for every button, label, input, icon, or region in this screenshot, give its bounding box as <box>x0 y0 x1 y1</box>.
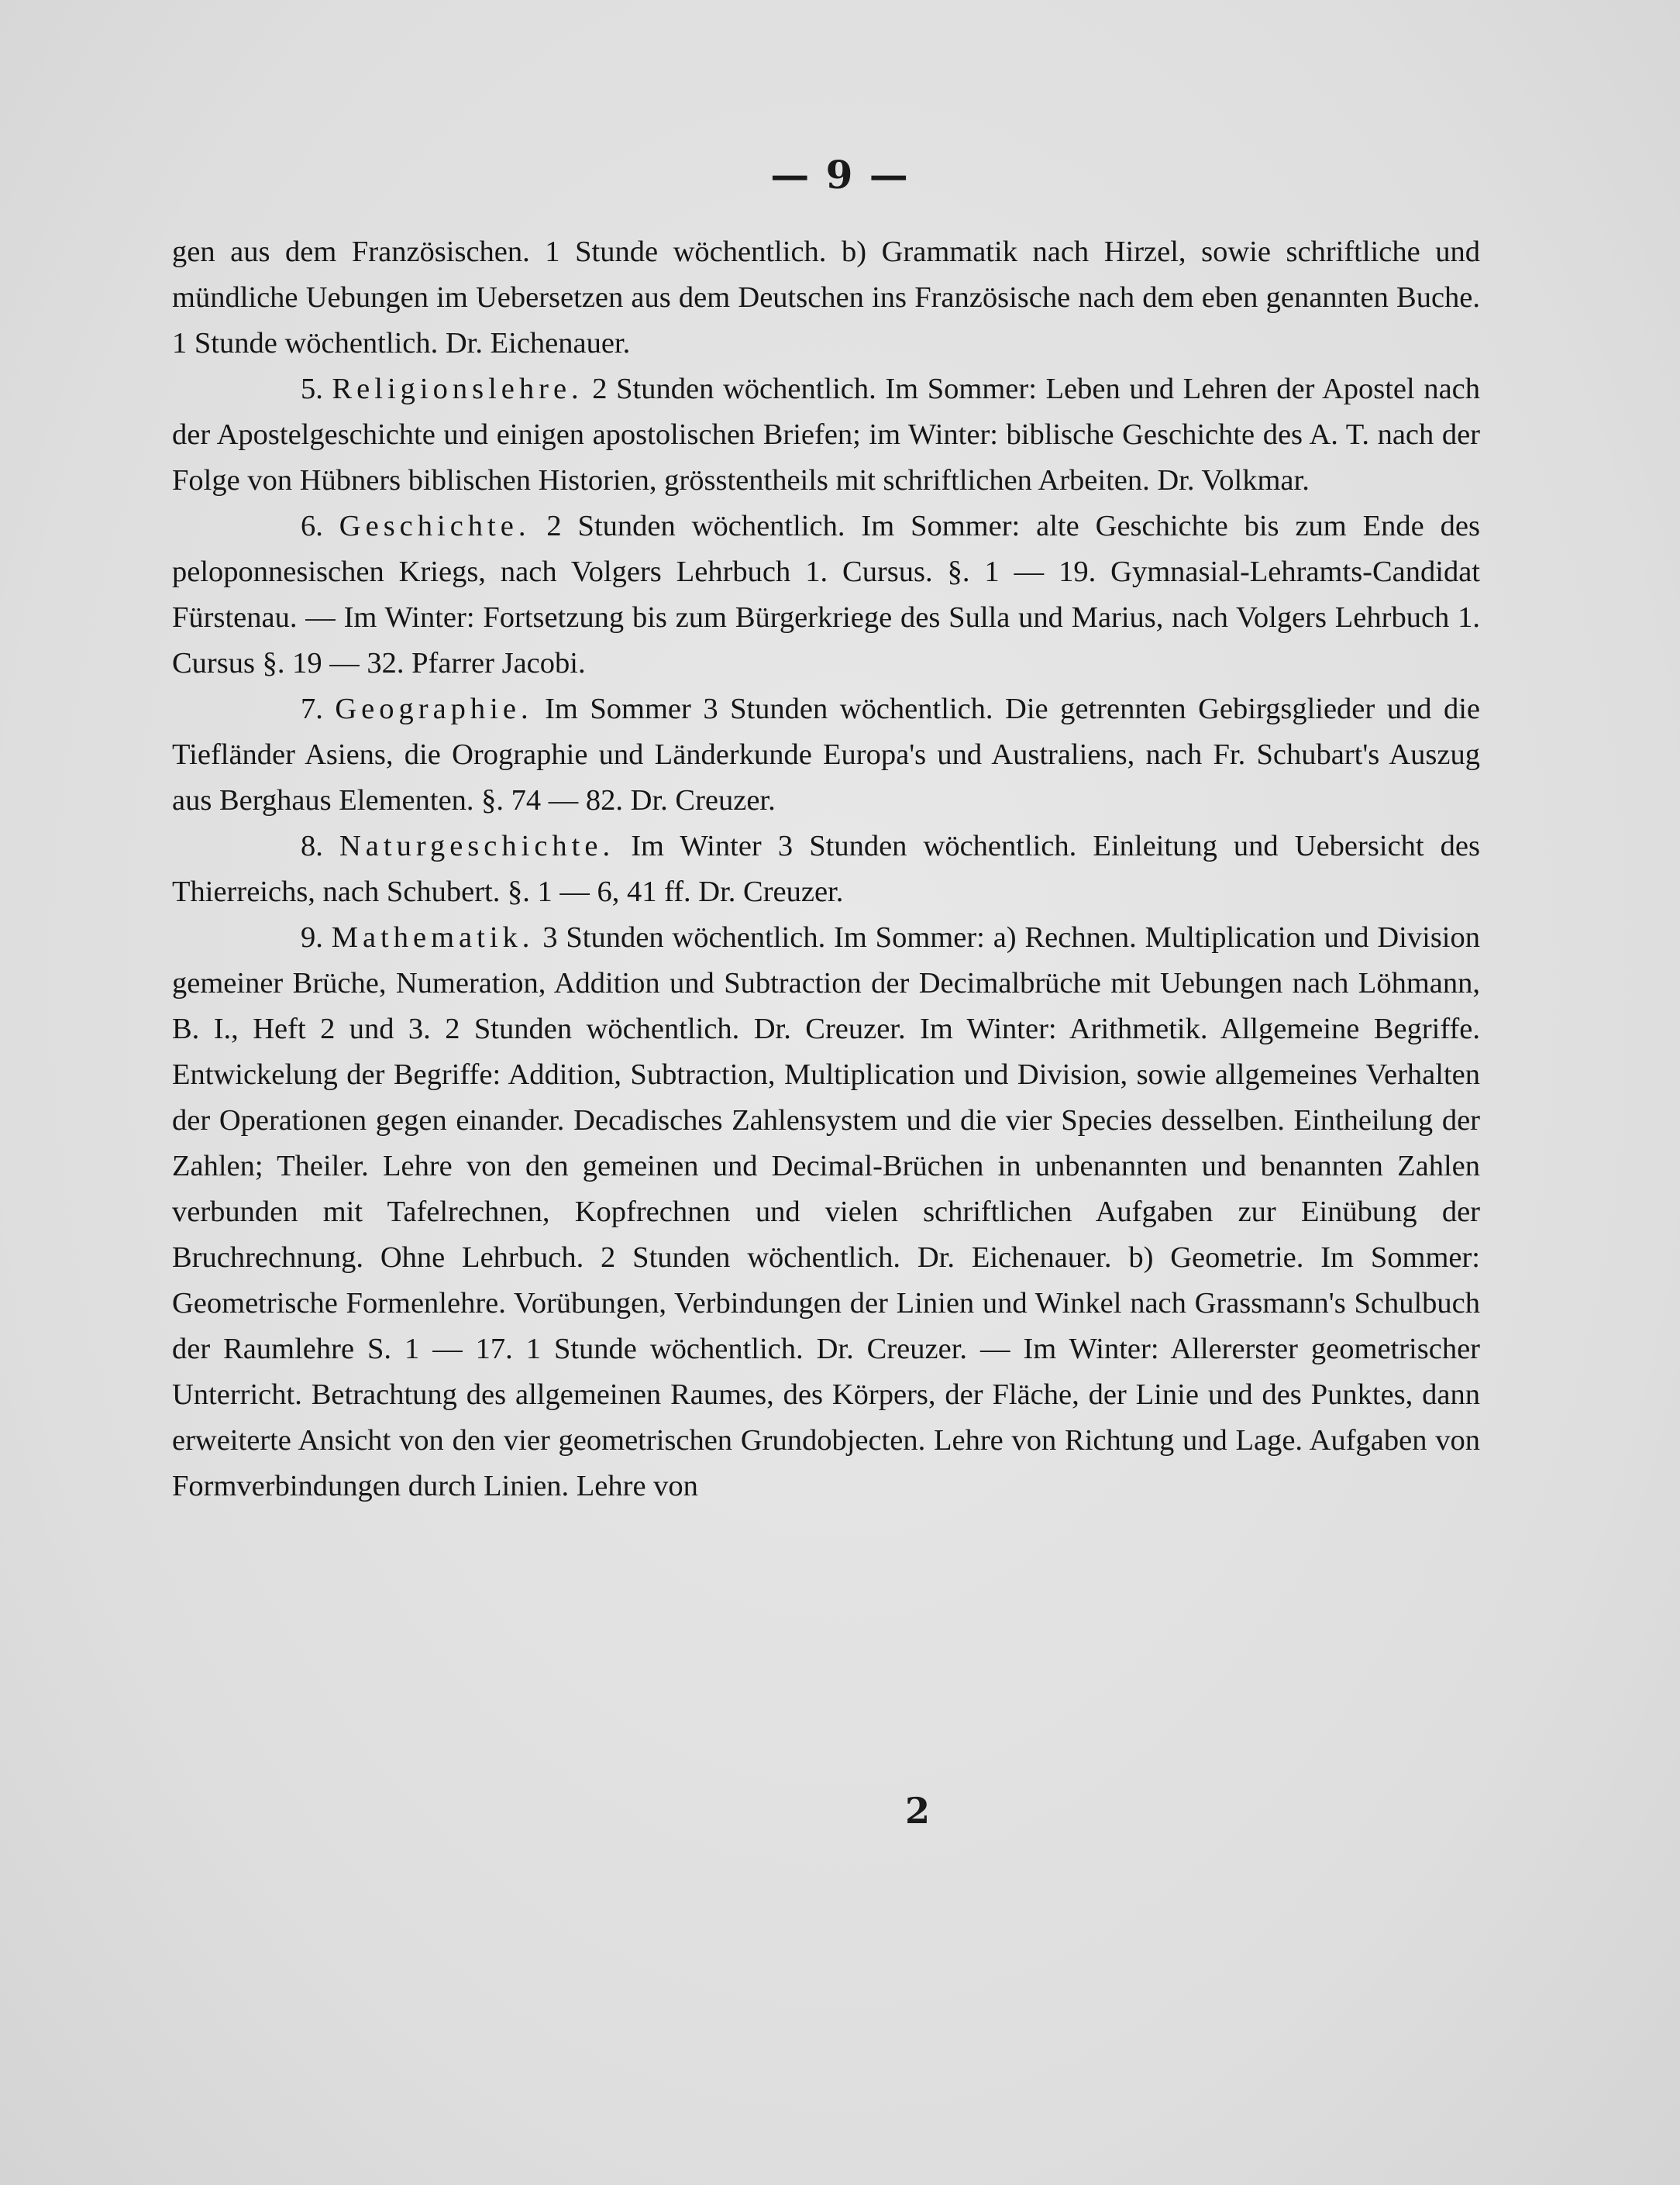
section-title: Mathematik. <box>331 921 535 954</box>
paragraph-naturgeschichte <box>172 824 1480 915</box>
section-number: 7. <box>301 693 336 725</box>
paragraph-text: Im Sommer 3 Stunden wöchentlich. Die getrennten Gebirgsglieder und die Tiefländer Asiens, die Orographie und Länderkunde Europa's und Australiens, nach Fr. Schubart's Auszug aus Berghaus Elementen. §. 74 — 82. Dr. Creuzer. <box>172 693 1480 817</box>
paragraph-text: gen aus dem Französischen. 1 Stunde wöchentlich. b) Grammatik nach Hirzel, sowie schriftliche und mündliche Uebungen im Uebersetzen aus dem Deutschen ins Französische nach dem eben genannten Buche. 1 Stunde wöchentlich. Dr. Eichenauer. <box>172 236 1480 360</box>
section-title: Geographie. <box>335 693 533 725</box>
paragraph-mathematik <box>172 915 1480 1509</box>
page-number: — 9 — <box>770 152 910 198</box>
section-title: Naturgeschichte. <box>339 830 615 862</box>
body-text <box>172 229 1480 1509</box>
paragraph-geschichte <box>172 504 1480 686</box>
paragraph-text: 3 Stunden wöchentlich. Im Sommer: a) Rechnen. Multiplication und Division gemeiner Brüche, Numeration, Addition und Subtraction der Decimalbrüche mit Uebungen nach Löhmann, B. I., Heft 2 und 3. 2 Stunden wöchentlich. Dr. Creuzer. Im Winter: Arithmetik. Allgemeine Begriffe. Entwickelung der Begriffe: Addition, Subtraction, Multiplication und Division, sowie allgemeines Verhalten der Operationen gegen einander. Decadisches Zahlensystem und die vier Species desselben. Eintheilung der Zahlen; Theiler. Lehre von den gemeinen und Decimal-Brüchen in unbenannten und benannten Zahlen verbunden mit Tafelrechnen, Kopfrechnen und vielen schriftlichen Aufgaben zur Einübung der Bruchrechnung. Ohne Lehrbuch. 2 Stunden wöchentlich. Dr. Eichenauer. b) Geometrie. Im Sommer: Geometrische Formenlehre. Vorübungen, Verbindungen der Linien und Winkel nach Grassmann's Schulbuch der Raumlehre S. 1 — 17. 1 Stunde wöchentlich. Dr. Creuzer. — Im Winter: Allererster geometrischer Unterricht. Betrachtung des allgemeinen Raumes, des Körpers, der Fläche, der Linie und des Punktes, dann erweiterte Ansicht von den vier geometrischen Grundobjecten. Lehre von Richtung und Lage. Aufgaben von Formverbindungen durch Linien. Lehre von <box>172 921 1481 1502</box>
section-title: Geschichte. <box>339 510 531 542</box>
section-number: 9. <box>301 921 332 954</box>
paragraph-text: 2 Stunden wöchentlich. Im Sommer: Leben und Lehren der Apostel nach der Apostelgeschichte und einigen apostolischen Briefen; im Winter: biblische Geschichte des A. T. nach der Folge von Hübners biblischen Historien, grösstentheils mit schriftlichen Arbeiten. Dr. Volkmar. <box>172 373 1481 497</box>
paragraph-religionslehre <box>172 366 1480 504</box>
paragraph-text: Im Winter 3 Stunden wöchentlich. Einleitung und Uebersicht des Thierreichs, nach Schubert. §. 1 — 6, 41 ff. Dr. Creuzer. <box>172 830 1480 908</box>
section-title: Religionslehre. <box>332 373 584 405</box>
paragraph-text: 2 Stunden wöchentlich. Im Sommer: alte Geschichte bis zum Ende des peloponnesischen Kriegs, nach Volgers Lehrbuch 1. Cursus. §. 1 — 19. Gymnasial-Lehramts-Candidat Fürstenau. — Im Winter: Fortsetzung bis zum Bürgerkriege des Sulla und Marius, nach Volgers Lehrbuch 1. Cursus §. 19 — 32. Pfarrer Jacobi. <box>172 510 1480 680</box>
section-number: 8. <box>301 830 339 862</box>
section-number: 5. <box>301 373 332 405</box>
signature-mark: 2 <box>904 1790 930 1832</box>
paragraph-continuation <box>172 229 1480 366</box>
section-number: 6. <box>301 510 339 542</box>
paragraph-geographie <box>172 686 1480 824</box>
